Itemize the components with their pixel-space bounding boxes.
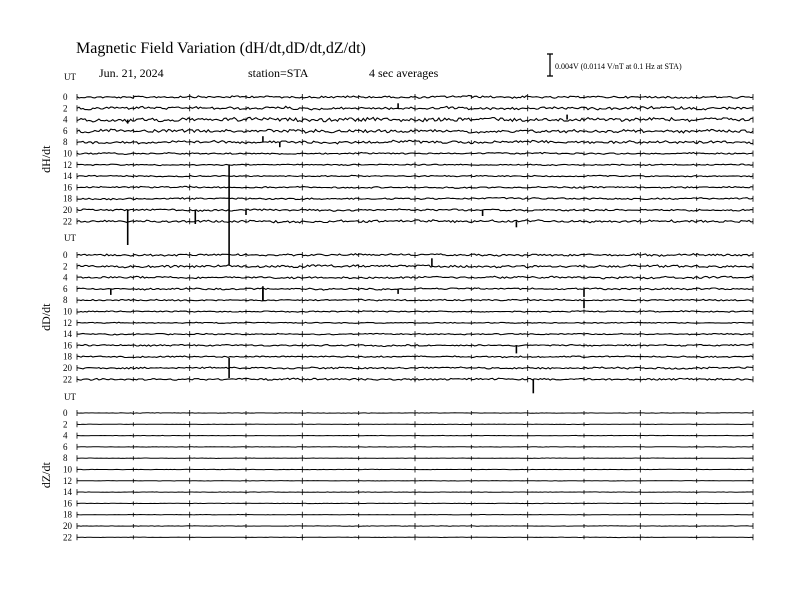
row-label: 12 [63,317,72,328]
row-label: 8 [63,453,68,464]
row-label: 14 [63,171,72,182]
row-label: 18 [63,509,72,520]
station-label: station=STA [248,66,309,80]
row-label: 20 [63,205,72,215]
panel-dhdt [39,72,753,265]
panel-dddt [39,233,753,393]
panel-axis-label: dH/dt [39,145,53,173]
date-label: Jun. 21, 2024 [99,66,164,80]
scale-bar-label: 0.004V (0.0114 V/nT at 0.1 Hz at STA) [555,62,682,71]
row-label: 12 [63,475,72,486]
row-label: 10 [63,464,72,475]
row-label: 0 [63,408,68,418]
row-label: 10 [63,148,72,159]
row-label: 10 [63,306,72,317]
row-label: 8 [63,295,68,306]
row-label: 4 [63,272,68,283]
row-label: 4 [63,114,68,125]
row-label: 22 [63,374,72,385]
row-label: 14 [63,329,72,340]
row-label: 0 [63,250,68,260]
row-label: 18 [63,193,72,204]
panel-axis-label: dD/dt [39,303,53,331]
row-label: 2 [63,103,68,114]
row-label: 2 [63,261,68,272]
row-label: 6 [63,125,68,136]
row-label: 22 [63,216,72,227]
chart-title: Magnetic Field Variation (dH/dt,dD/dt,dZ/dt) [76,40,366,57]
row-label: 4 [63,430,68,441]
row-label: 16 [63,182,72,193]
row-label: 22 [63,532,72,543]
ut-label: UT [64,392,76,402]
row-label: 0 [63,92,68,102]
row-label: 6 [63,441,68,452]
panel-axis-label: dZ/dt [39,462,53,489]
ut-label: UT [64,72,76,82]
averaging-label: 4 sec averages [369,66,439,80]
ut-label: UT [64,233,76,243]
row-label: 6 [63,283,68,294]
row-label: 20 [63,521,72,531]
row-label: 16 [63,498,72,509]
row-label: 14 [63,487,72,498]
row-label: 18 [63,351,72,362]
row-label: 16 [63,340,72,351]
panel-dzdt [39,392,753,542]
row-label: 2 [63,419,68,430]
row-label: 8 [63,137,68,148]
panels-group [39,72,753,542]
row-label: 20 [63,363,72,373]
scale-bar [547,54,682,76]
row-label: 12 [63,159,72,170]
